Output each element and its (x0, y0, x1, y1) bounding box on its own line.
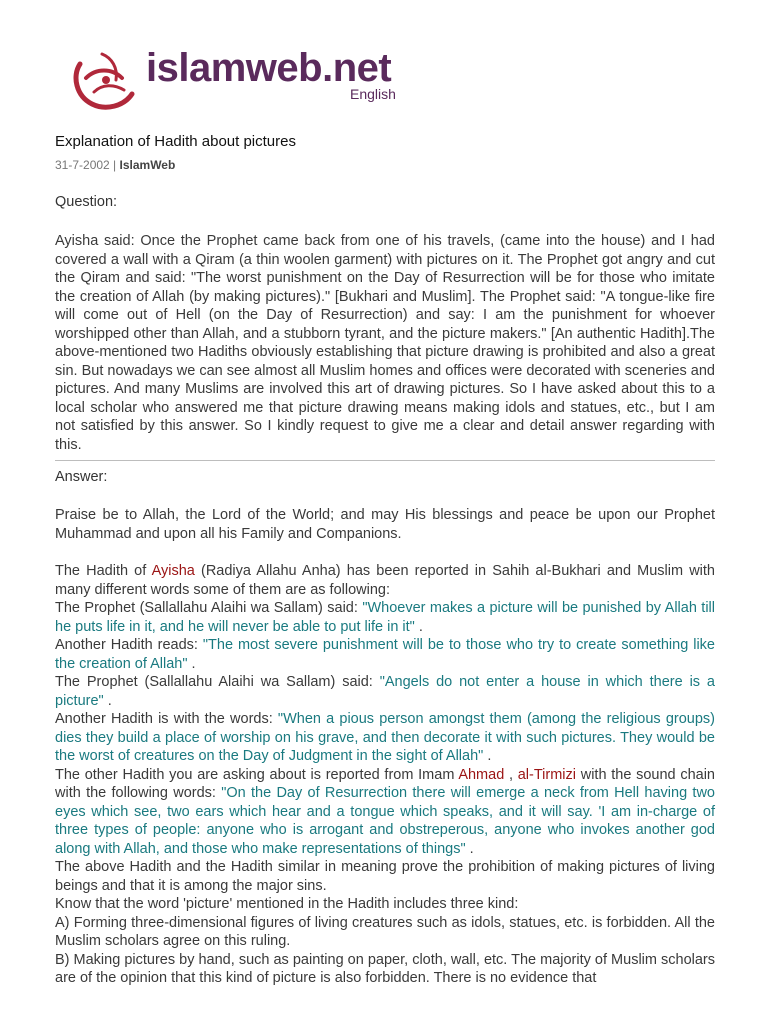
hadith-quote: "When a pious person amongst them (among the religious groups) dies they build a place of worship on his grave, and then decorate it with such pictures. They would be the worst of creatures on the Day of Judgment in the sight of Allah" (55, 711, 715, 764)
hadith-2: Another Hadith reads: "The most severe punishment will be to those who try to create something like the creation of Allah" . (55, 637, 715, 672)
article-date: 31-7-2002 (55, 158, 110, 172)
article-meta (55, 158, 175, 172)
hadith-4: Another Hadith is with the words: "When a pious person amongst them (among the religious groups) dies they build a place of worship on his grave, and then decorate it with such pictures. They would be the worst of creatures on the Day of Judgment in the sight of Allah" . (55, 711, 715, 764)
name-link-ahmad[interactable]: Ahmad (458, 766, 505, 783)
answer-paragraph: B) Making pictures by hand, such as painting on paper, cloth, wall, etc. The majority of Muslim scholars are of the opinion that this kind of picture is also forbidden. There is no evidence that (55, 951, 715, 986)
meta-separator: | (109, 158, 120, 172)
answer-label: Answer: (55, 469, 108, 485)
question-label: Question: (55, 194, 118, 210)
hadith-quote: "Angels do not enter a house in which there is a picture" (55, 674, 715, 709)
hadith-quote: "On the Day of Resurrection there will emerge a neck from Hell having two eyes which see, two ears which hear and a tongue which speaks, and it will say. 'I am in-charge of three types of people: anyone who is arrogant and obstreperous, anyone who invokes another god along with Allah, and those who make representations of things" (55, 785, 715, 857)
answer-paragraph: Know that the word 'picture' mentioned in the Hadith includes three kind: (55, 896, 519, 912)
answer-body (55, 562, 715, 988)
logo-emblem-icon (72, 50, 144, 112)
answer-intro: Praise be to Allah, the Lord of the World; and may His blessings and peace be upon our Prophet Muhammad and upon all his Family and Companions. (55, 507, 715, 542)
hadith-quote: "The most severe punishment will be to those who try to create something like the creation of Allah" (55, 637, 715, 672)
name-link-tirmizi[interactable]: al-Tirmizi (517, 766, 576, 783)
question-text: Ayisha said: Once the Prophet came back from one of his travels, (came into the house) and I had covered a wall with a Qiram (a thin woolen garment) with pictures on it. The Prophet got angry and cut the Qiram and said: "The worst punishment on the Day of Resurrection will be for those who imitate the creation of Allah (by making pictures)." [Bukhari and Muslim]. The Prophet said: "A tongue-like fire will come out of Hell (on the Day of Resurrection) and say: I am the punishment for whoever worshipped other than Allah, and a stubborn tyrant, and the picture makers." [An authentic Hadith].The above-mentioned two Hadiths obviously establishing that picture drawing is prohibited and also a great sin. But nowadays we can see almost all Muslim homes and offices were decorated with sceneries and pictures. And many Muslims are involved this art of drawing pictures. So I have asked about this to a local scholar who answered me that picture drawing means making idols and statues, etc., but I am not satisfied by this answer. So I kindly request to give me a clear and detail answer regarding with this. (55, 233, 715, 453)
hadith-quote: "Whoever makes a picture will be punished by Allah till he puts life in it, and he will never be able to put life in it" (55, 600, 716, 635)
answer-paragraph: The Hadith of Ayisha (Radiya Allahu Anha) has been reported in Sahih al-Bukhari and Muslim with many different words some of them are as following: (55, 563, 715, 598)
site-logo[interactable] (72, 46, 412, 112)
brand-subtitle: English (350, 86, 396, 102)
brand-name: islamweb.net (146, 46, 392, 90)
answer-paragraph: The above Hadith and the Hadith similar in meaning prove the prohibition of making pictures of living beings and that it is among the major sins. (55, 859, 715, 894)
article-title: Explanation of Hadith about pictures (55, 133, 296, 150)
answer-paragraph: A) Forming three-dimensional figures of living creatures such as idols, statues, etc. is forbidden. All the Muslim scholars agree on this ruling. (55, 914, 715, 949)
name-link-ayisha[interactable]: Ayisha (151, 563, 195, 579)
divider (55, 460, 715, 461)
article-source[interactable]: IslamWeb (119, 158, 176, 172)
hadith-5: The other Hadith you are asking about is reported from Imam Ahmad , al-Tirmizi with the sound chain with the following words: "On the Day of Resurrection there will emerge a neck from Hell having two eyes which see, two ears which hear and a tongue which speaks, and it will say. 'I am in-charge of three types of people: anyone who is arrogant and obstreperous, anyone who invokes another god along with Allah, and those who make representations of things" . (55, 766, 715, 857)
hadith-1: The Prophet (Sallallahu Alaihi wa Sallam) said: "Whoever makes a picture will be punished by Allah till he puts life in it, and he will never be able to put life in it" . (55, 600, 716, 635)
hadith-3: The Prophet (Sallallahu Alaihi wa Sallam) said: "Angels do not enter a house in which there is a picture" . (55, 674, 715, 709)
